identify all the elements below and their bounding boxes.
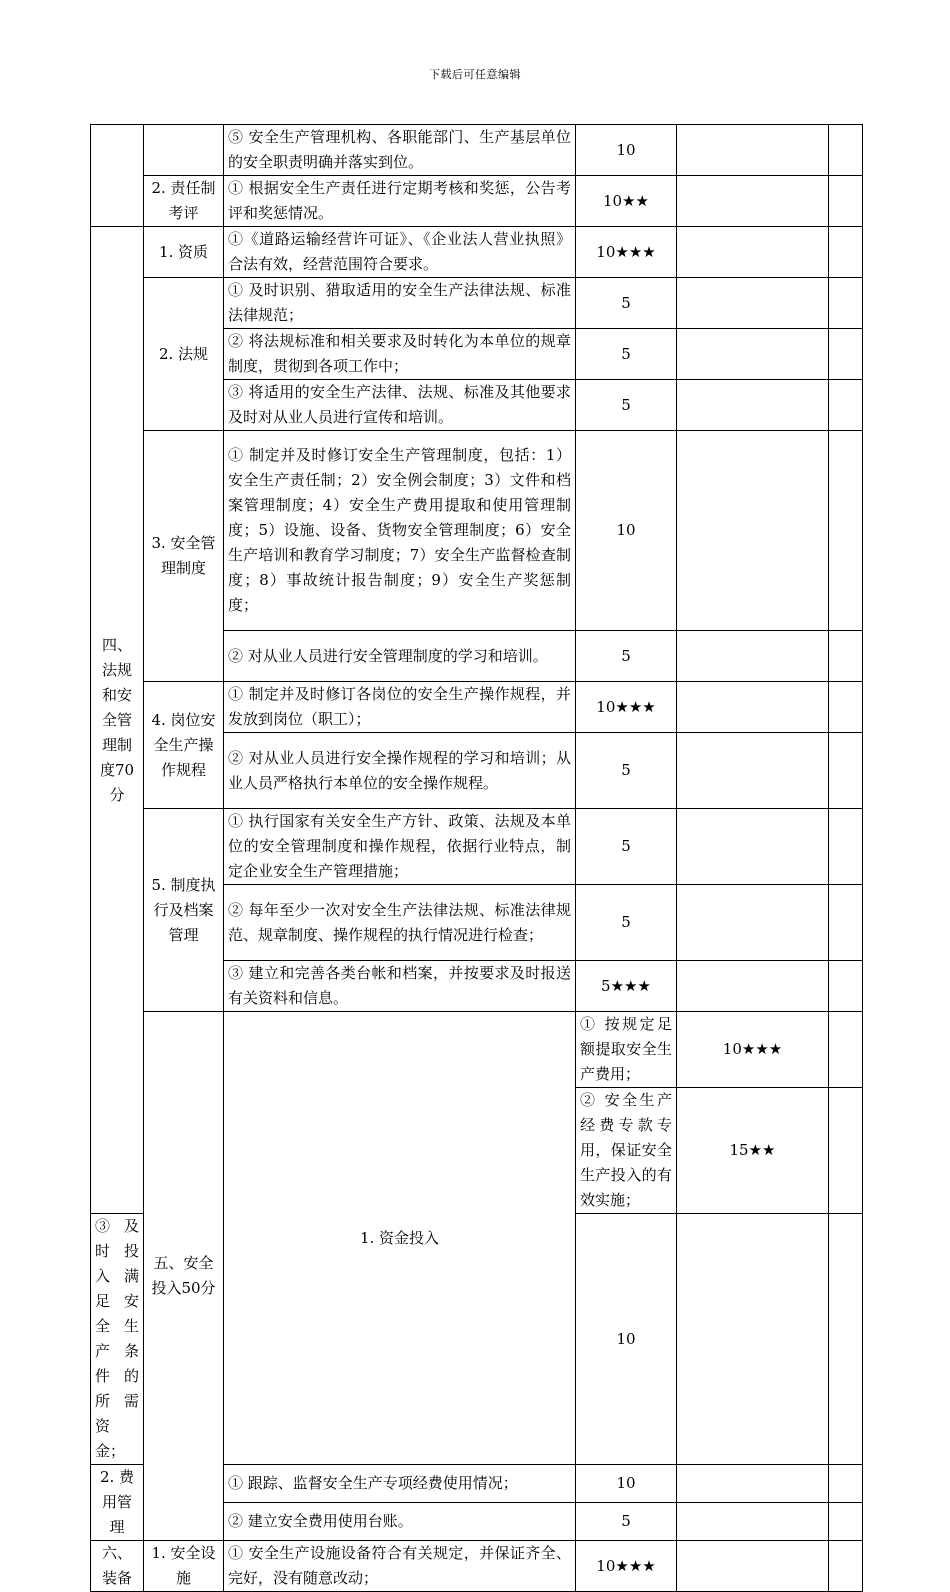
assessment-cell [677,431,829,631]
subcategory-cell: 3. 安全管理制度 [144,431,224,682]
content-cell: ② 每年至少一次对安全生产法律法规、标准法律规范、规章制度、操作规程的执行情况进行检查； [224,885,576,961]
score-cell: 10★★★ [677,1012,829,1088]
assessment-cell [677,1465,829,1503]
remark-cell [829,1465,863,1503]
score-cell: 10★★ [576,176,677,227]
remark-cell [829,961,863,1012]
score-cell: 5 [576,278,677,329]
content-cell: ② 建立安全费用使用台账。 [224,1503,576,1541]
remark-cell [829,227,863,278]
assessment-cell [677,125,829,176]
table-row [91,227,863,278]
score-cell: 15★★ [677,1088,829,1214]
table-row [91,682,863,733]
content-cell: ② 安全生产经费专款专用，保证安全生产投入的有效实施； [576,1088,677,1214]
table-row [91,176,863,227]
content-cell: ① 安全生产设施设备符合有关规定，并保证齐全、完好，没有随意改动； [224,1541,576,1592]
subcategory-cell: 5. 制度执行及档案管理 [144,809,224,1012]
subcategory-cell: 1. 资质 [144,227,224,278]
assessment-cell [677,1541,829,1592]
assessment-cell [677,227,829,278]
score-cell: 5 [576,1503,677,1541]
assessment-cell [677,682,829,733]
score-cell: 5 [576,809,677,885]
subcategory-cell: 2. 责任制考评 [144,176,224,227]
score-cell: 10★★★ [576,682,677,733]
assessment-cell [677,176,829,227]
score-cell: 5 [576,631,677,682]
subcategory-cell: 1. 资金投入 [224,1012,576,1465]
table-row [91,1012,863,1088]
content-cell: ③ 及时投入满足安全生产条件的所需资金； [91,1214,144,1465]
assessment-cell [677,278,829,329]
remark-cell [829,1541,863,1592]
score-cell: 5 [576,380,677,431]
remark-cell [829,125,863,176]
remark-cell [829,733,863,809]
score-cell: 10★★★ [576,1541,677,1592]
remark-cell [829,682,863,733]
content-cell: ① 及时识别、猎取适用的安全生产法律法规、标准法律规范； [224,278,576,329]
content-cell: ② 对从业人员进行安全操作规程的学习和培训；从业人员严格执行本单位的安全操作规程。 [224,733,576,809]
remark-cell [829,885,863,961]
table-row [91,125,863,176]
assessment-cell [677,329,829,380]
table-row [91,278,863,329]
assessment-cell [677,961,829,1012]
subcategory-cell: 4. 岗位安全生产操作规程 [144,682,224,809]
remark-cell [829,278,863,329]
table-row [91,431,863,631]
remark-cell [829,631,863,682]
assessment-cell [677,380,829,431]
subcategory-cell [144,125,224,176]
score-cell: 5 [576,885,677,961]
content-cell: ③ 将适用的安全生产法律、法规、标准及其他要求及时对从业人员进行宣传和培训。 [224,380,576,431]
content-cell: ①《道路运输经营许可证》、《企业法人营业执照》合法有效，经营范围符合要求。 [224,227,576,278]
category-cell: 六、装备 [91,1541,144,1592]
remark-cell [829,809,863,885]
content-cell: ① 制定并及时修订安全生产管理制度，包括：1）安全生产责任制；2）安全例会制度；3）文件和档案管理制度；4）安全生产费用提取和使用管理制度；5）设施、设备、货物安全管理制度；6）安全生产培训和教育学习制度；7）安全生产监督检查制度；8）事故统计报告制度；9）安全生产奖惩制度； [224,431,576,631]
category-cell [91,125,144,227]
score-cell: 5 [576,733,677,809]
score-cell: 10★★★ [576,227,677,278]
remark-cell [829,1214,863,1465]
assessment-cell [677,809,829,885]
assessment-cell [677,733,829,809]
remark-cell [829,329,863,380]
content-cell: ① 根据安全生产责任进行定期考核和奖惩，公告考评和奖惩情况。 [224,176,576,227]
subcategory-cell: 2. 法规 [144,278,224,431]
table-row [91,809,863,885]
evaluation-table [90,124,863,1592]
content-cell: ① 按规定足额提取安全生产费用； [576,1012,677,1088]
category-cell: 五、安全投入50分 [144,1012,224,1541]
content-cell: ⑤ 安全生产管理机构、各职能部门、生产基层单位的安全职责明确并落实到位。 [224,125,576,176]
content-cell: ② 将法规标准和相关要求及时转化为本单位的规章制度，贯彻到各项工作中； [224,329,576,380]
assessment-cell [677,631,829,682]
content-cell: ① 制定并及时修订各岗位的安全生产操作规程，并发放到岗位（职工）； [224,682,576,733]
score-cell: 10 [576,1465,677,1503]
subcategory-cell: 1. 安全设施 [144,1541,224,1592]
remark-cell [829,380,863,431]
assessment-cell [829,1012,863,1088]
content-cell: ① 执行国家有关安全生产方针、政策、法规及本单位的安全管理制度和操作规程，依据行业特点，制定企业安全生产管理措施； [224,809,576,885]
remark-cell [829,1503,863,1541]
table-row [91,1541,863,1592]
content-cell: ① 跟踪、监督安全生产专项经费使用情况； [224,1465,576,1503]
assessment-cell [677,885,829,961]
header-note: 下载后可任意编辑 [429,68,521,81]
subcategory-cell: 2. 费用管理 [91,1465,144,1541]
score-cell: 5 [576,329,677,380]
content-cell: ② 对从业人员进行安全管理制度的学习和培训。 [224,631,576,682]
remark-cell [829,176,863,227]
content-cell: ③ 建立和完善各类台帐和档案，并按要求及时报送有关资料和信息。 [224,961,576,1012]
assessment-cell [677,1214,829,1465]
assessment-cell [677,1503,829,1541]
score-cell: 5★★★ [576,961,677,1012]
score-cell: 10 [576,431,677,631]
remark-cell [829,431,863,631]
score-cell: 10 [576,1214,677,1465]
assessment-cell [829,1088,863,1214]
score-cell: 10 [576,125,677,176]
category-cell: 四、法规和安全管理制度70分 [91,227,144,1214]
